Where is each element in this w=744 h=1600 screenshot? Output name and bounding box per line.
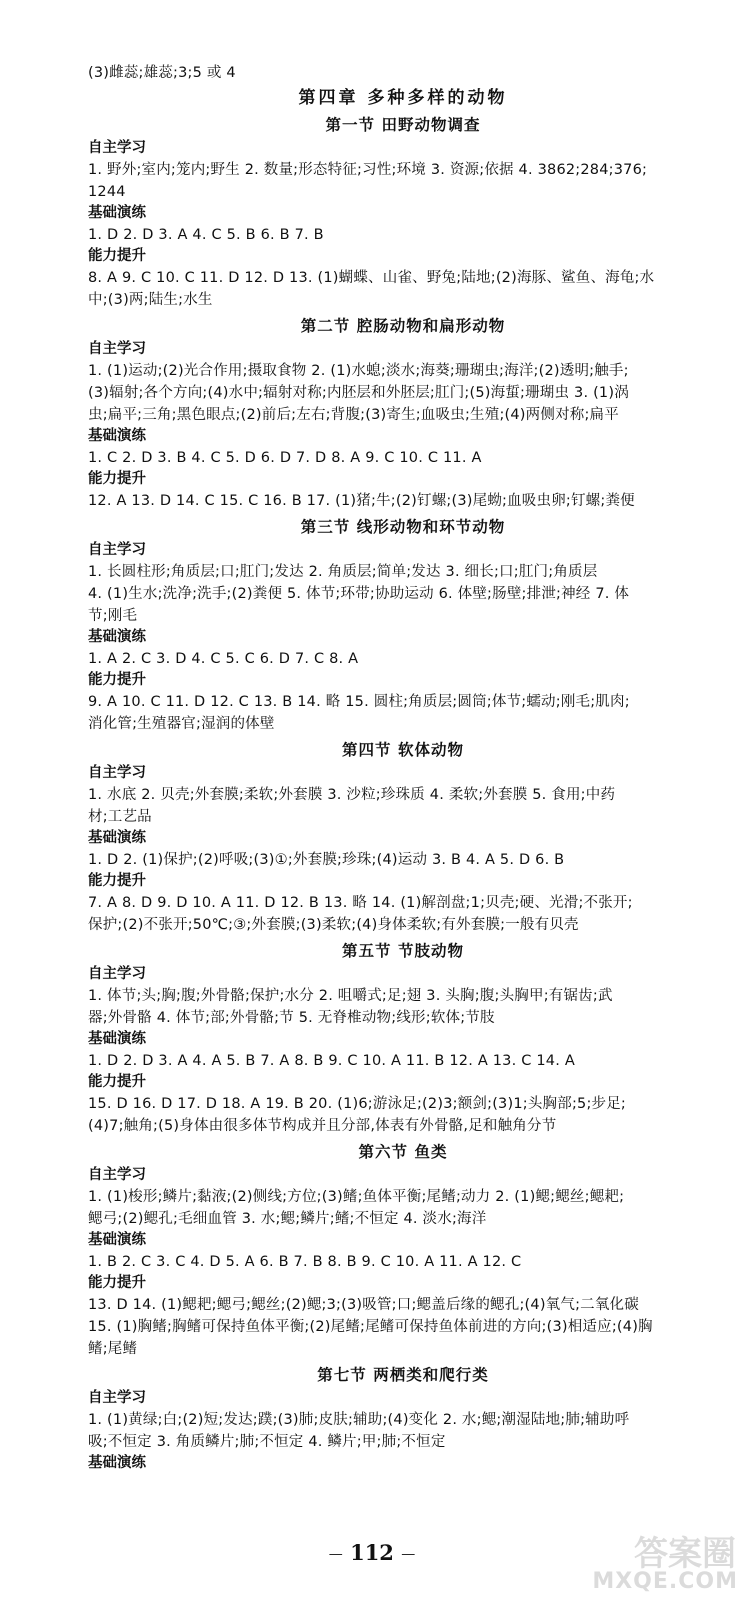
answer-line: (4)7;触角;(5)身体由很多体节构成并且分部,体表有外骨骼,足和触角分节	[88, 1118, 557, 1134]
answer-line: 节;刚毛	[88, 608, 138, 624]
answer-line: 13. D 14. (1)鳃耙;鳃弓;鳃丝;(2)鳃;3;(3)吸管;口;鳃盖后缘的鳃孔;(4)氧气;二氧化碳	[88, 1297, 639, 1313]
chapter-title: 第四章 多种多样的动物	[298, 88, 508, 108]
subsection-heading: 基础演练	[88, 205, 146, 221]
section-title: 第二节 腔肠动物和扁形动物	[300, 317, 506, 335]
answer-line: 保护;(2)不张开;50℃;③;外套膜;(3)柔软;(4)身体柔软;有外套膜;一般有贝壳	[88, 917, 579, 933]
answer-line: 1244	[88, 184, 126, 200]
watermark-site-text: MXQE.COM	[592, 1569, 738, 1594]
subsection-heading: 自主学习	[88, 966, 146, 982]
subsection-heading: 基础演练	[88, 428, 146, 444]
subsection-heading: 基础演练	[88, 830, 146, 846]
section-title: 第四节 软体动物	[342, 741, 464, 759]
section-title: 第三节 线形动物和环节动物	[300, 518, 506, 536]
answer-line: 1. (1)黄绿;白;(2)短;发达;蹼;(3)肺;皮肤;辅助;(4)变化 2. 水;鳃;潮湿陆地;肺;辅助呼	[88, 1412, 630, 1428]
watermark-logo-text: 答案圈	[634, 1534, 736, 1574]
answer-line: 1. A 2. C 3. D 4. C 5. C 6. D 7. C 8. A	[88, 651, 359, 667]
page-number: 112	[350, 1540, 394, 1565]
answer-line: 1. D 2. D 3. A 4. C 5. B 6. B 7. B	[88, 227, 324, 243]
section-title: 第七节 两栖类和爬行类	[317, 1366, 489, 1384]
subsection-heading: 自主学习	[88, 341, 146, 357]
answer-content	[88, 62, 718, 1474]
subsection-heading: 基础演练	[88, 1232, 146, 1248]
subsection-heading: 基础演练	[88, 1455, 146, 1471]
answer-line: 1. (1)运动;(2)光合作用;摄取食物 2. (1)水螅;淡水;海葵;珊瑚虫;海洋;(2)透明;触手;	[88, 363, 629, 379]
subsection-heading: 能力提升	[88, 672, 146, 688]
answer-line: 9. A 10. C 11. D 12. C 13. B 14. 略 15. 圆柱;角质层;圆筒;体节;蠕动;刚毛;肌肉;	[88, 694, 630, 710]
answer-line: 4. (1)生水;洗净;洗手;(2)粪便 5. 体节;环带;协助运动 6. 体壁;肠壁;排泄;神经 7. 体	[88, 586, 630, 602]
answer-line: 7. A 8. D 9. D 10. A 11. D 12. B 13. 略 14. (1)解剖盘;1;贝壳;硬、光滑;不张开;	[88, 895, 633, 911]
answer-line: 消化管;生殖器官;湿润的体壁	[88, 716, 275, 732]
answer-line: 15. D 16. D 17. D 18. A 19. B 20. (1)6;游泳足;(2)3;额剑;(3)1;头胸部;5;步足;	[88, 1096, 627, 1112]
answer-line: 鳍;尾鳍	[88, 1341, 138, 1357]
answer-line: 鳃弓;(2)鳃孔;毛细血管 3. 水;鳃;鳞片;鳍;不恒定 4. 淡水;海洋	[88, 1211, 487, 1227]
answer-line: (3)雌蕊;雄蕊;3;5 或 4	[88, 65, 236, 81]
answer-line: 1. 野外;室内;笼内;野生 2. 数量;形态特征;习性;环境 3. 资源;依据 4. 3862;284;376;	[88, 162, 648, 178]
page-number-dash-left: —	[328, 1546, 343, 1563]
answer-line: 1. 水底 2. 贝壳;外套膜;柔软;外套膜 3. 沙粒;珍珠质 4. 柔软;外套膜 5. 食用;中药	[88, 787, 616, 803]
subsection-heading: 自主学习	[88, 1390, 146, 1406]
answer-line: 1. D 2. D 3. A 4. A 5. B 7. A 8. B 9. C 10. A 11. B 12. A 13. C 14. A	[88, 1053, 575, 1069]
answer-line: 12. A 13. D 14. C 15. C 16. B 17. (1)猪;牛;(2)钉螺;(3)尾蚴;血吸虫卵;钉螺;粪便	[88, 493, 635, 509]
answer-line: 1. 长圆柱形;角质层;口;肛门;发达 2. 角质层;简单;发达 3. 细长;口;肛门;角质层	[88, 564, 598, 580]
answer-line: 吸;不恒定 3. 角质鳞片;肺;不恒定 4. 鳞片;甲;肺;不恒定	[88, 1434, 446, 1450]
answer-line: 器;外骨骼 4. 体节;部;外骨骼;节 5. 无脊椎动物;线形;软体;节肢	[88, 1010, 495, 1026]
page-number-dash-right: —	[401, 1546, 416, 1563]
subsection-heading: 能力提升	[88, 1074, 146, 1090]
subsection-heading: 自主学习	[88, 765, 146, 781]
answer-line: 1. C 2. D 3. B 4. C 5. D 6. D 7. D 8. A 9. C 10. C 11. A	[88, 450, 482, 466]
subsection-heading: 能力提升	[88, 1275, 146, 1291]
subsection-heading: 能力提升	[88, 873, 146, 889]
subsection-heading: 基础演练	[88, 1031, 146, 1047]
answer-line: 材;工艺品	[88, 809, 152, 825]
answer-line: 中;(3)两;陆生;水生	[88, 292, 213, 308]
subsection-heading: 能力提升	[88, 471, 146, 487]
subsection-heading: 自主学习	[88, 1167, 146, 1183]
subsection-heading: 自主学习	[88, 542, 146, 558]
subsection-heading: 自主学习	[88, 140, 146, 156]
section-title: 第一节 田野动物调查	[325, 116, 481, 134]
section-title: 第五节 节肢动物	[342, 942, 464, 960]
answer-line: 1. 体节;头;胸;腹;外骨骼;保护;水分 2. 咀嚼式;足;翅 3. 头胸;腹;头胸甲;有锯齿;武	[88, 988, 613, 1004]
answer-line: (3)辐射;各个方向;(4)水中;辐射对称;内胚层和外胚层;肛门;(5)海蜇;珊瑚虫 3. (1)涡	[88, 385, 629, 401]
subsection-heading: 基础演练	[88, 629, 146, 645]
answer-line: 1. (1)梭形;鳞片;黏液;(2)侧线;方位;(3)鳍;鱼体平衡;尾鳍;动力 2. (1)鳃;鳃丝;鳃耙;	[88, 1189, 625, 1205]
answer-line: 1. B 2. C 3. C 4. D 5. A 6. B 7. B 8. B 9. C 10. A 11. A 12. C	[88, 1254, 522, 1270]
answer-line: 8. A 9. C 10. C 11. D 12. D 13. (1)蝴蝶、山雀、野兔;陆地;(2)海豚、鲨鱼、海龟;水	[88, 270, 655, 286]
section-title: 第六节 鱼类	[358, 1143, 448, 1161]
answer-line: 15. (1)胸鳍;胸鳍可保持鱼体平衡;(2)尾鳍;尾鳍可保持鱼体前进的方向;(3)相适应;(4)胸	[88, 1319, 653, 1335]
watermark-logo	[592, 1526, 738, 1594]
subsection-heading: 能力提升	[88, 248, 146, 264]
answer-line: 1. D 2. (1)保护;(2)呼吸;(3)①;外套膜;珍珠;(4)运动 3. B 4. A 5. D 6. B	[88, 852, 565, 868]
answer-line: 虫;扁平;三角;黑色眼点;(2)前后;左右;背腹;(3)寄生;血吸虫;生殖;(4)两侧对称;扁平	[88, 407, 619, 423]
